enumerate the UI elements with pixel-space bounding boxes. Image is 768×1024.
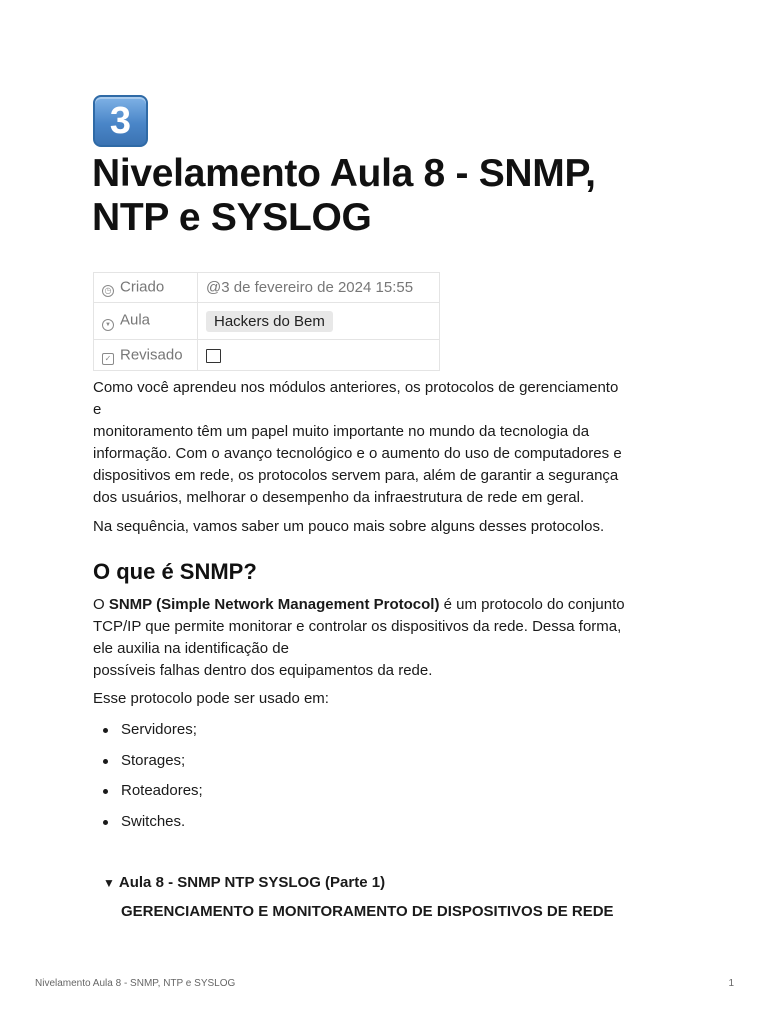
intro-line: informação. Com o avanço tecnológico e o aumento do uso de computadores e <box>93 445 622 462</box>
list-item: Servidores; <box>103 719 203 750</box>
property-key-aula <box>94 303 198 340</box>
page-title-line-1: Nivelamento Aula 8 - SNMP, <box>92 152 596 195</box>
checkbox-icon: ✓ <box>102 353 114 365</box>
usage-intro: Esse protocolo pode ser usado em: <box>93 690 329 707</box>
section-heading: O que é SNMP? <box>93 559 257 584</box>
snmp-line-4: possíveis falhas dentro dos equipamentos da rede. <box>93 662 433 679</box>
next-paragraph: Na sequência, vamos saber um pouco mais sobre alguns desses protocolos. <box>93 518 605 535</box>
property-label: Criado <box>120 278 165 296</box>
snmp-bold-term: SNMP (Simple Network Management Protocol) <box>108 596 440 613</box>
revisado-checkbox[interactable] <box>206 349 221 363</box>
intro-line: Como você aprendeu nos módulos anteriores, os protocolos de gerenciamento <box>93 379 619 396</box>
snmp-prefix: O <box>93 596 109 613</box>
list-item: Roteadores; <box>103 780 203 811</box>
property-row-aula <box>94 303 440 340</box>
intro-line: dos usuários, melhorar o desempenho da infraestrutura de rede em geral. <box>93 489 585 506</box>
toggle-triangle-icon[interactable]: ▼ <box>103 876 115 890</box>
snmp-line-2: TCP/IP que permite monitorar e controlar os dispositivos da rede. Dessa forma, <box>93 618 622 635</box>
select-icon: ▼ <box>102 319 114 331</box>
properties-table <box>93 272 440 371</box>
page-title-line-2: NTP e SYSLOG <box>92 196 372 239</box>
intro-line: e <box>93 401 102 418</box>
aula-tag[interactable]: Hackers do Bem <box>206 311 333 332</box>
list-item: Switches. <box>103 811 203 842</box>
toggle-subtitle: GERENCIAMENTO E MONITORAMENTO DE DISPOSITIVOS DE REDE <box>121 903 614 920</box>
list-item: Storages; <box>103 750 203 781</box>
intro-line: monitoramento têm um papel muito importante no mundo da tecnologia da <box>93 423 590 440</box>
usage-list <box>103 719 203 841</box>
property-value-criado <box>198 273 440 303</box>
page-title <box>92 152 712 240</box>
property-key-revisado <box>94 340 198 371</box>
snmp-paragraph <box>93 594 693 682</box>
created-date: @3 de fevereiro de 2024 15:55 <box>206 279 414 296</box>
snmp-line-1 <box>93 594 693 616</box>
footer-page-number: 1 <box>728 978 734 989</box>
toggle-block[interactable] <box>103 874 385 891</box>
footer-doc-title: Nivelamento Aula 8 - SNMP, NTP e SYSLOG <box>35 978 236 989</box>
property-row-criado <box>94 273 440 303</box>
clock-icon: ◷ <box>102 285 114 297</box>
property-value-aula <box>198 303 440 340</box>
toggle-title: Aula 8 - SNMP NTP SYSLOG (Parte 1) <box>118 874 386 891</box>
snmp-line-3: ele auxilia na identificação de <box>93 640 289 657</box>
property-row-revisado <box>94 340 440 371</box>
property-label: Revisado <box>120 346 183 364</box>
property-label: Aula <box>120 311 151 329</box>
emoji-digit: 3 <box>109 99 132 142</box>
property-value-revisado <box>198 340 440 371</box>
snmp-line-1-rest: é um protocolo do conjunto <box>439 596 625 613</box>
intro-line: dispositivos em rede, os protocolos servem para, além de garantir a segurança <box>93 467 619 484</box>
keycap-three-icon <box>93 95 148 147</box>
property-key-criado <box>94 273 198 303</box>
intro-paragraph <box>93 377 693 509</box>
